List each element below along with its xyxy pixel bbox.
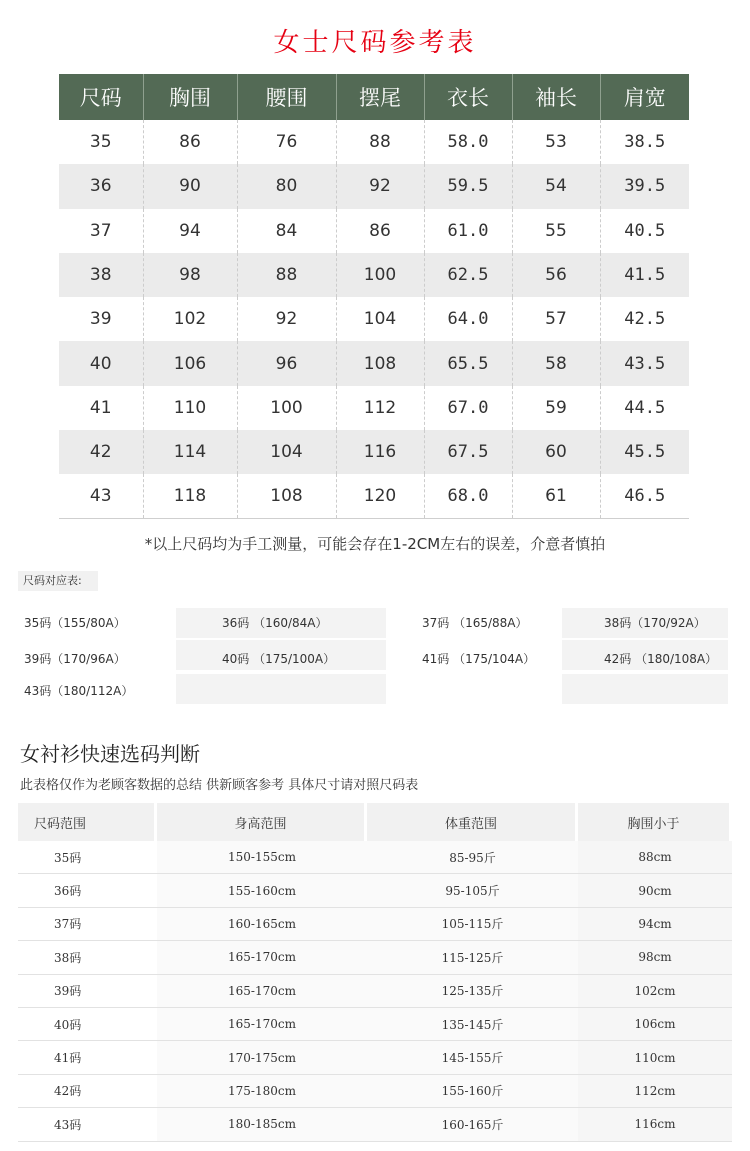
- table-cell: 80: [237, 164, 336, 208]
- table-cell: 135-145斤: [367, 1008, 578, 1041]
- table-row: [59, 430, 689, 474]
- table-cell: 110cm: [578, 1041, 732, 1074]
- header-weight-range: 体重范围: [367, 803, 578, 841]
- table-cell: 38.5: [600, 120, 689, 164]
- table-cell: 170-175cm: [157, 1041, 367, 1074]
- table-cell: 38码: [18, 941, 157, 974]
- table-cell: 116: [336, 430, 424, 474]
- quick-select-header-row: [18, 803, 732, 841]
- table-cell: 43: [89, 486, 112, 507]
- table-cell: 180-185cm: [157, 1108, 367, 1141]
- table-cell: 100: [336, 253, 424, 297]
- table-cell: 38: [59, 253, 143, 297]
- header-size: 尺码: [59, 74, 143, 120]
- table-cell: 40码: [18, 1008, 157, 1041]
- table-cell: 100: [237, 386, 336, 430]
- table-cell: 65.5: [424, 341, 512, 385]
- table-cell: 92: [237, 297, 336, 341]
- table-row: [59, 297, 689, 341]
- table-row: [18, 841, 732, 874]
- measurement-note: *以上尺码均为手工测量，可能会存在1-2CM左右的误差，介意者慎拍: [144, 535, 606, 553]
- correspondence-item: 37码 （165/88A）: [422, 616, 528, 630]
- table-cell: 42: [59, 430, 143, 474]
- table-cell: 36码: [18, 874, 157, 907]
- table-cell: 94: [143, 209, 237, 253]
- table-cell: 165-170cm: [157, 941, 367, 974]
- header-hem: 摆尾: [336, 74, 424, 120]
- table-cell: 102cm: [578, 975, 732, 1008]
- table-cell: 67.5: [424, 430, 512, 474]
- table-cell: 110: [143, 386, 237, 430]
- table-cell: 42.5: [600, 297, 689, 341]
- table-cell: 60: [512, 430, 600, 474]
- table-cell: 46.5: [600, 474, 689, 518]
- table-row: [59, 120, 689, 164]
- table-cell: 88: [336, 120, 424, 164]
- size-chart-table: [59, 74, 689, 519]
- table-cell: 165-170cm: [157, 1008, 367, 1041]
- table-cell: 61.0: [424, 209, 512, 253]
- header-shoulder: 肩宽: [600, 74, 689, 120]
- quick-select-table: [18, 803, 732, 1142]
- table-cell: 37码: [18, 908, 157, 941]
- table-cell: 112: [336, 386, 424, 430]
- table-cell: 45.5: [600, 430, 689, 474]
- table-cell: 102: [143, 297, 237, 341]
- table-cell: 39: [89, 309, 112, 330]
- header-size-range: 尺码范围: [18, 803, 157, 841]
- table-cell: 68.0: [424, 474, 512, 518]
- page-title: 女士尺码参考表: [273, 28, 477, 58]
- table-cell: 54: [512, 164, 600, 208]
- table-cell: 98: [143, 253, 237, 297]
- table-cell: 112cm: [578, 1075, 732, 1108]
- header-chest: 胸围: [143, 74, 237, 120]
- table-cell: 150-155cm: [157, 841, 367, 874]
- table-row: [59, 253, 689, 297]
- correspondence-item: 43码（180/112A）: [24, 684, 134, 698]
- table-cell: 94cm: [578, 908, 732, 941]
- table-cell: 62.5: [424, 253, 512, 297]
- table-row: [59, 386, 689, 430]
- table-cell: 36: [59, 164, 143, 208]
- table-row: [18, 1108, 732, 1141]
- table-cell: 90cm: [578, 874, 732, 907]
- correspondence-band: [562, 674, 728, 704]
- table-cell: 53: [512, 120, 600, 164]
- table-cell: 43码: [18, 1108, 157, 1141]
- table-cell: 76: [237, 120, 336, 164]
- table-cell: 67.0: [424, 386, 512, 430]
- table-cell: 58: [512, 341, 600, 385]
- table-cell: 42码: [18, 1075, 157, 1108]
- correspondence-item: 39码（170/96A）: [24, 652, 126, 666]
- correspondence-item: 40码 （175/100A）: [222, 652, 336, 666]
- table-cell: 58.0: [424, 120, 512, 164]
- table-cell: 115-125斤: [367, 941, 578, 974]
- correspondence-item: 38码（170/92A）: [604, 616, 706, 630]
- table-cell: 35码: [18, 841, 157, 874]
- table-cell: 39.5: [600, 164, 689, 208]
- table-row: [18, 1075, 732, 1108]
- table-row: [59, 164, 689, 208]
- table-cell: 160-165cm: [157, 908, 367, 941]
- table-cell: 160-165斤: [367, 1108, 578, 1141]
- header-sleeve: 袖长: [512, 74, 600, 120]
- table-cell: 35: [89, 132, 112, 153]
- table-cell: 40: [59, 341, 143, 385]
- table-row: [18, 908, 732, 941]
- correspondence-item: 36码 （160/84A）: [222, 616, 328, 630]
- header-chest-max: 胸围小于: [578, 803, 732, 841]
- table-cell: 116cm: [578, 1108, 732, 1141]
- table-cell: 85-95斤: [367, 841, 578, 874]
- table-cell: 84: [237, 209, 336, 253]
- table-cell: 118: [143, 474, 237, 518]
- table-cell: 105-115斤: [367, 908, 578, 941]
- table-row: [18, 1041, 732, 1074]
- table-cell: 56: [512, 253, 600, 297]
- table-cell: 175-180cm: [157, 1075, 367, 1108]
- table-cell: 55: [512, 209, 600, 253]
- table-cell: 95-105斤: [367, 874, 578, 907]
- table-cell: 104: [237, 430, 336, 474]
- table-row: [18, 941, 732, 974]
- table-row: [59, 209, 689, 253]
- table-row: [18, 1008, 732, 1041]
- correspondence-item: 42码 （180/108A）: [604, 652, 718, 666]
- table-cell: 98cm: [578, 941, 732, 974]
- table-row: [18, 874, 732, 907]
- table-cell: 155-160斤: [367, 1075, 578, 1108]
- table-row: [18, 975, 732, 1008]
- table-cell: 43.5: [600, 341, 689, 385]
- correspondence-title: 尺码对应表:: [18, 571, 98, 591]
- table-cell: 37: [89, 220, 112, 241]
- correspondence-item: 41码 （175/104A）: [422, 652, 536, 666]
- table-cell: 114: [143, 430, 237, 474]
- table-cell: 145-155斤: [367, 1041, 578, 1074]
- table-cell: 108: [336, 341, 424, 385]
- table-cell: 92: [336, 164, 424, 208]
- table-cell: 125-135斤: [367, 975, 578, 1008]
- header-waist: 腰围: [237, 74, 336, 120]
- table-cell: 64.0: [424, 297, 512, 341]
- table-cell: 86: [336, 209, 424, 253]
- table-cell: 104: [336, 297, 424, 341]
- table-cell: 165-170cm: [157, 975, 367, 1008]
- quick-select-title: 女衬衫快速选码判断: [20, 742, 200, 766]
- header-length: 衣长: [424, 74, 512, 120]
- table-cell: 108: [237, 474, 336, 518]
- quick-select-subtitle: 此表格仅作为老顾客数据的总结 供新顾客参考 具体尺寸请对照尺码表: [20, 778, 419, 793]
- table-cell: 155-160cm: [157, 874, 367, 907]
- size-chart-header-row: [59, 74, 689, 120]
- table-cell: 88: [237, 253, 336, 297]
- table-cell: 88cm: [578, 841, 732, 874]
- correspondence-band: [176, 674, 386, 704]
- table-cell: 57: [512, 297, 600, 341]
- table-row: [59, 474, 689, 518]
- table-cell: 59.5: [424, 164, 512, 208]
- table-cell: 44.5: [600, 386, 689, 430]
- table-cell: 61: [512, 474, 600, 518]
- table-cell: 40.5: [600, 209, 689, 253]
- table-cell: 90: [143, 164, 237, 208]
- table-cell: 41: [89, 397, 112, 418]
- table-cell: 39码: [18, 975, 157, 1008]
- table-cell: 96: [237, 341, 336, 385]
- table-cell: 120: [336, 474, 424, 518]
- table-cell: 41码: [18, 1041, 157, 1074]
- table-row: [59, 341, 689, 385]
- header-height-range: 身高范围: [157, 803, 367, 841]
- correspondence-item: 35码（155/80A）: [24, 616, 126, 630]
- table-cell: 106cm: [578, 1008, 732, 1041]
- table-cell: 106: [143, 341, 237, 385]
- table-cell: 86: [143, 120, 237, 164]
- table-cell: 41.5: [600, 253, 689, 297]
- table-cell: 59: [512, 386, 600, 430]
